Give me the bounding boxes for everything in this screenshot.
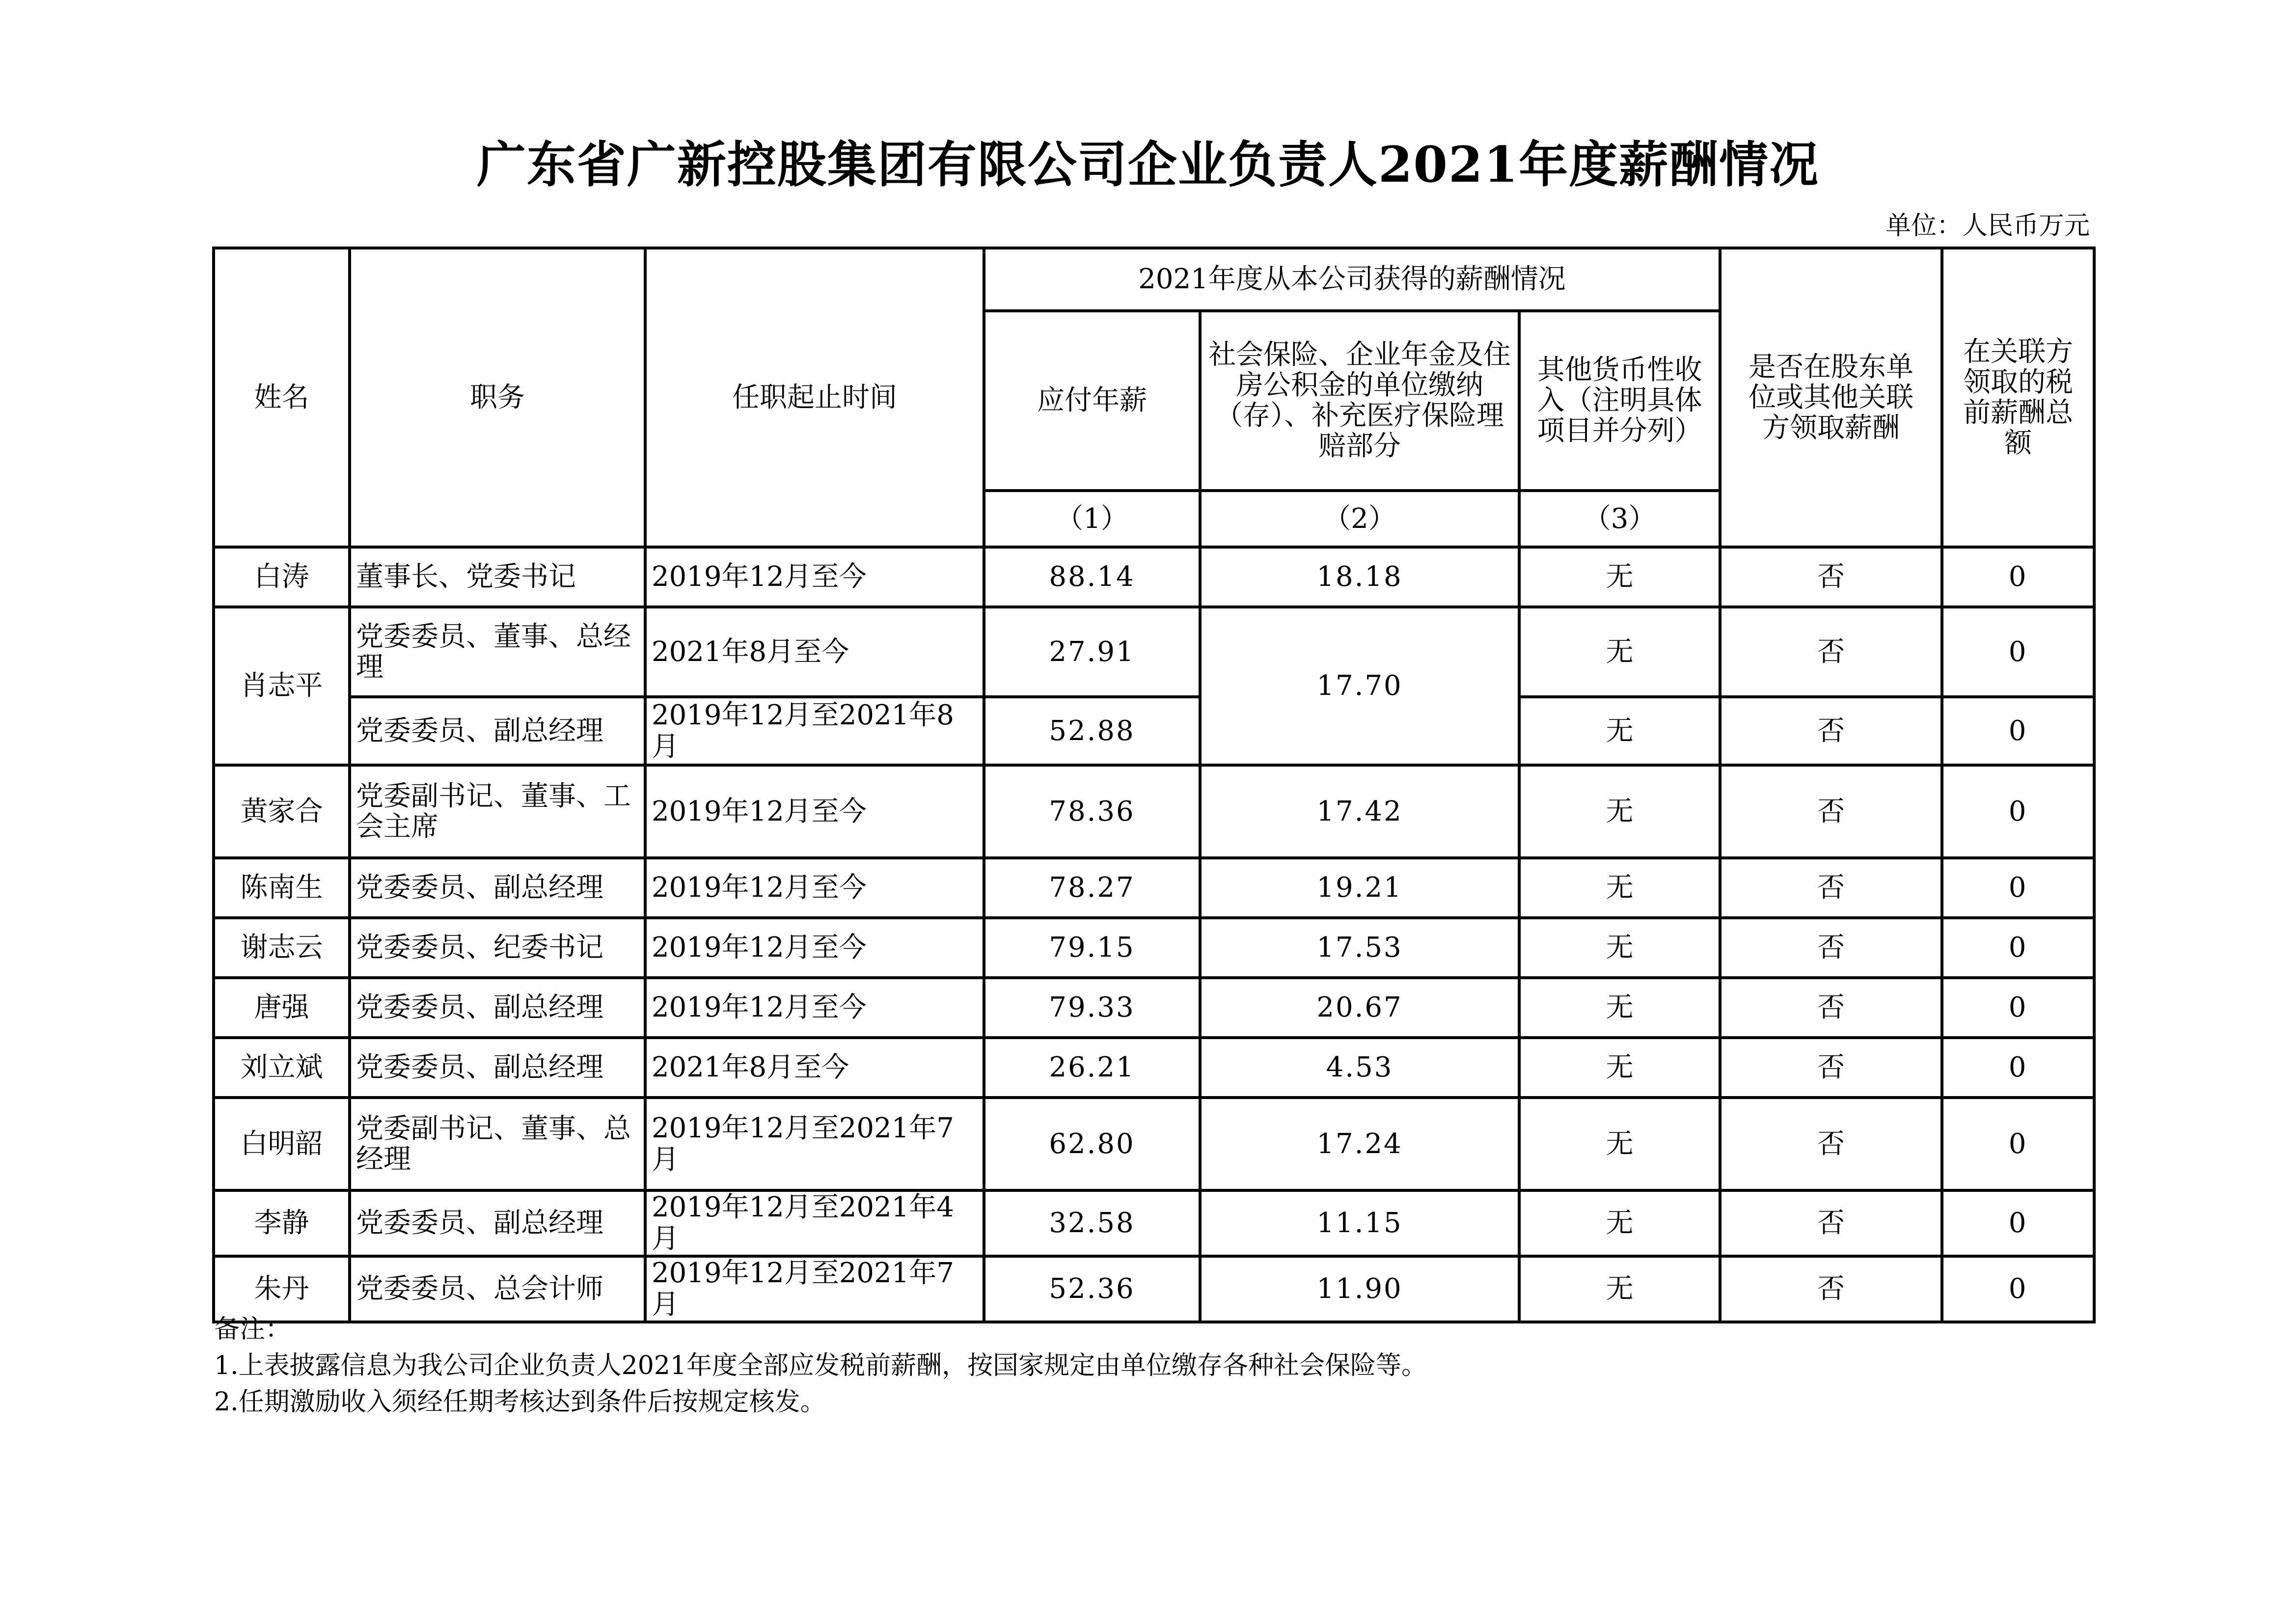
cell-salary: 78.27	[984, 858, 1200, 918]
cell-position: 党委委员、副总经理	[350, 1190, 645, 1256]
cell-term: 2019年12月至今	[645, 547, 984, 607]
table-row	[214, 918, 2094, 978]
cell-shareholder: 否	[1720, 765, 1942, 858]
cell-salary: 78.36	[984, 765, 1200, 858]
cell-total: 0	[1942, 1190, 2094, 1256]
cell-other: 无	[1519, 1098, 1720, 1190]
cell-total: 0	[1942, 765, 2094, 858]
cell-insurance: 17.70	[1200, 607, 1519, 765]
cell-term: 2019年12月至2021年8月	[645, 697, 984, 765]
cell-term: 2019年12月至2021年7月	[645, 1098, 984, 1190]
salary-table	[212, 247, 2096, 1323]
cell-salary: 52.88	[984, 697, 1200, 765]
cell-shareholder: 否	[1720, 1038, 1942, 1098]
cell-position: 党委委员、副总经理	[350, 858, 645, 918]
cell-position: 党委委员、总会计师	[350, 1256, 645, 1322]
cell-total: 0	[1942, 607, 2094, 697]
unit-label: 单位：人民币万元	[1885, 211, 2090, 241]
cell-other: 无	[1519, 1038, 1720, 1098]
cell-insurance: 17.53	[1200, 918, 1519, 978]
cell-insurance: 11.15	[1200, 1190, 1519, 1256]
cell-position: 党委副书记、董事、工会主席	[350, 765, 645, 858]
header-related-total: 在关联方领取的税前薪酬总额	[1942, 248, 2094, 547]
cell-total: 0	[1942, 858, 2094, 918]
cell-name: 肖志平	[214, 607, 350, 765]
cell-other: 无	[1519, 1256, 1720, 1322]
header-social-insurance: 社会保险、企业年金及住房公积金的单位缴纳（存）、补充医疗保险理赔部分	[1200, 311, 1519, 491]
cell-position: 党委副书记、董事、总经理	[350, 1098, 645, 1190]
cell-term: 2019年12月至今	[645, 978, 984, 1038]
cell-name: 李静	[214, 1190, 350, 1256]
cell-term: 2019年12月至2021年4月	[645, 1190, 984, 1256]
cell-shareholder: 否	[1720, 978, 1942, 1038]
cell-name: 白明韶	[214, 1098, 350, 1190]
table-row	[214, 607, 2094, 697]
header-index-1: （1）	[984, 491, 1200, 547]
cell-shareholder: 否	[1720, 607, 1942, 697]
header-other-income: 其他货币性收入（注明具体项目并分列）	[1519, 311, 1720, 491]
cell-term: 2019年12月至今	[645, 918, 984, 978]
header-name: 姓名	[214, 248, 350, 547]
cell-other: 无	[1519, 607, 1720, 697]
cell-shareholder: 否	[1720, 858, 1942, 918]
page-title: 广东省广新控股集团有限公司企业负责人2021年度薪酬情况	[476, 136, 1820, 193]
cell-other: 无	[1519, 765, 1720, 858]
cell-salary: 52.36	[984, 1256, 1200, 1322]
cell-salary: 27.91	[984, 607, 1200, 697]
cell-insurance: 20.67	[1200, 978, 1519, 1038]
cell-salary: 79.33	[984, 978, 1200, 1038]
table-row	[214, 765, 2094, 858]
cell-shareholder: 否	[1720, 697, 1942, 765]
cell-term: 2021年8月至今	[645, 607, 984, 697]
cell-name: 白涛	[214, 547, 350, 607]
cell-salary: 62.80	[984, 1098, 1200, 1190]
notes	[214, 1311, 1427, 1420]
cell-other: 无	[1519, 978, 1720, 1038]
header-index-2: （2）	[1200, 491, 1519, 547]
header-index-3: （3）	[1519, 491, 1720, 547]
cell-position: 党委委员、副总经理	[350, 1038, 645, 1098]
table-row	[214, 978, 2094, 1038]
cell-other: 无	[1519, 858, 1720, 918]
cell-other: 无	[1519, 918, 1720, 978]
cell-name: 谢志云	[214, 918, 350, 978]
cell-salary: 32.58	[984, 1190, 1200, 1256]
table-row	[214, 547, 2094, 607]
cell-salary: 79.15	[984, 918, 1200, 978]
cell-total: 0	[1942, 1098, 2094, 1190]
cell-term: 2021年8月至今	[645, 1038, 984, 1098]
notes-label: 备注：	[214, 1315, 291, 1344]
cell-shareholder: 否	[1720, 918, 1942, 978]
table-row	[214, 858, 2094, 918]
cell-insurance: 4.53	[1200, 1038, 1519, 1098]
cell-position: 党委委员、副总经理	[350, 697, 645, 765]
cell-term: 2019年12月至2021年7月	[645, 1256, 984, 1322]
cell-shareholder: 否	[1720, 1098, 1942, 1190]
cell-insurance: 17.24	[1200, 1098, 1519, 1190]
cell-insurance: 11.90	[1200, 1256, 1519, 1322]
table-row	[214, 1190, 2094, 1256]
cell-name: 唐强	[214, 978, 350, 1038]
cell-term: 2019年12月至今	[645, 765, 984, 858]
cell-salary: 26.21	[984, 1038, 1200, 1098]
cell-insurance: 19.21	[1200, 858, 1519, 918]
cell-total: 0	[1942, 1256, 2094, 1322]
cell-total: 0	[1942, 697, 2094, 765]
header-term: 任职起止时间	[645, 248, 984, 547]
cell-salary: 88.14	[984, 547, 1200, 607]
cell-position: 董事长、党委书记	[350, 547, 645, 607]
cell-position: 党委委员、董事、总经理	[350, 607, 645, 697]
cell-total: 0	[1942, 918, 2094, 978]
cell-other: 无	[1519, 1190, 1720, 1256]
cell-insurance: 17.42	[1200, 765, 1519, 858]
cell-name: 黄家合	[214, 765, 350, 858]
cell-total: 0	[1942, 978, 2094, 1038]
cell-name: 陈南生	[214, 858, 350, 918]
cell-shareholder: 否	[1720, 1190, 1942, 1256]
table-row	[214, 1098, 2094, 1190]
cell-position: 党委委员、纪委书记	[350, 918, 645, 978]
cell-name: 朱丹	[214, 1256, 350, 1322]
cell-position: 党委委员、副总经理	[350, 978, 645, 1038]
header-shareholder: 是否在股东单位或其他关联方领取薪酬	[1720, 248, 1942, 547]
note-item: 1.上表披露信息为我公司企业负责人2021年度全部应发税前薪酬，按国家规定由单位缴存各种社会保险等。	[214, 1351, 1427, 1380]
header-position: 职务	[350, 248, 645, 547]
cell-total: 0	[1942, 547, 2094, 607]
table-row	[214, 1038, 2094, 1098]
cell-total: 0	[1942, 1038, 2094, 1098]
cell-other: 无	[1519, 547, 1720, 607]
header-annual-salary: 应付年薪	[984, 311, 1200, 491]
table-row	[214, 697, 2094, 765]
cell-insurance: 18.18	[1200, 547, 1519, 607]
cell-other: 无	[1519, 697, 1720, 765]
cell-shareholder: 否	[1720, 547, 1942, 607]
header-group: 2021年度从本公司获得的薪酬情况	[984, 248, 1720, 311]
cell-name: 刘立斌	[214, 1038, 350, 1098]
cell-term: 2019年12月至今	[645, 858, 984, 918]
cell-shareholder: 否	[1720, 1256, 1942, 1322]
note-item: 2.任期激励收入须经任期考核达到条件后按规定核发。	[214, 1387, 826, 1417]
